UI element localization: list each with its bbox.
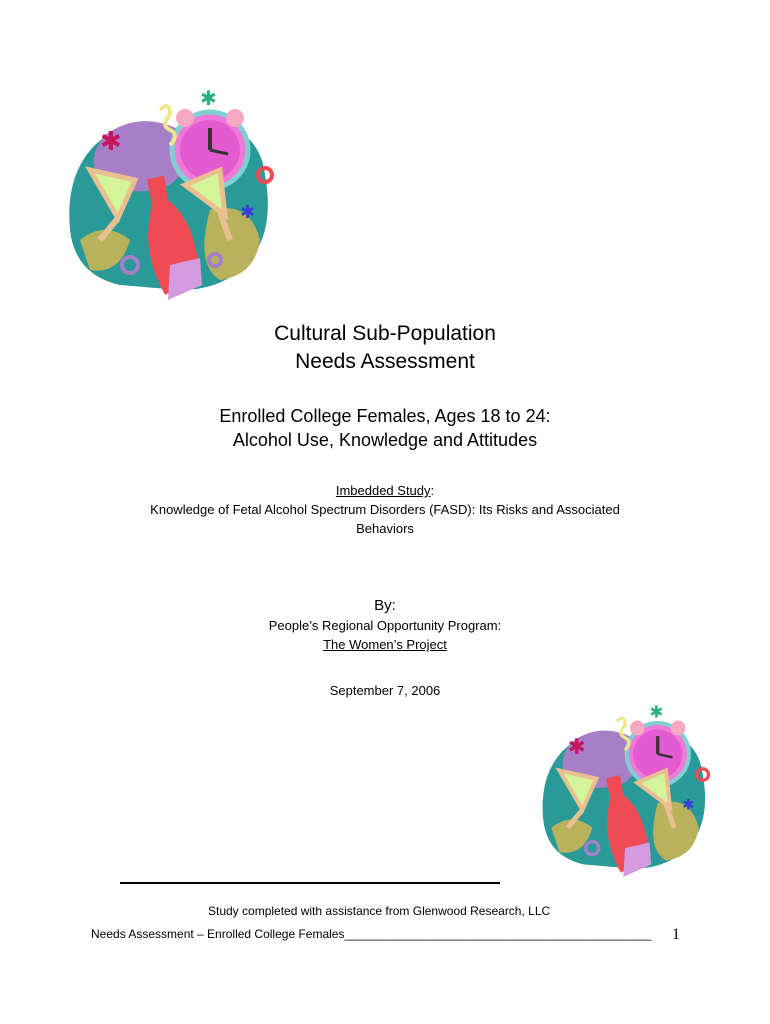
celebration-clipart-large	[60, 90, 280, 310]
celebration-clipart-small	[535, 705, 715, 885]
imbedded-line-1: Knowledge of Fetal Alcohol Spectrum Disorders (FASD): Its Risks and Associated	[150, 502, 620, 517]
imbedded-study-label: Imbedded Study	[335, 483, 431, 498]
svg-text:✱: ✱	[240, 202, 256, 222]
title-line-2: Needs Assessment	[295, 350, 475, 373]
project-name: The Women’s Project	[323, 637, 447, 652]
document-date: September 7, 2006	[329, 683, 441, 698]
svg-text:✱: ✱	[649, 705, 664, 722]
page-number: 1	[672, 926, 680, 943]
imbedded-line-2: Behaviors	[356, 521, 414, 536]
assistance-note: Study completed with assistance from Glenwood Research, LLC	[208, 904, 551, 918]
by-block	[0, 596, 770, 654]
subtitle-line-2: Alcohol Use, Knowledge and Attitudes	[232, 430, 538, 450]
svg-text:✱: ✱	[200, 90, 217, 110]
imbedded-colon: :	[430, 483, 435, 498]
program-name: People’s Regional Opportunity Program:	[268, 618, 502, 633]
svg-text:✱: ✱	[100, 126, 122, 156]
title-line-1: Cultural Sub-Population	[274, 322, 496, 345]
by-label: By:	[374, 597, 396, 614]
subtitle-line-1: Enrolled College Females, Ages 18 to 24:	[219, 406, 551, 426]
document-subtitle	[0, 404, 770, 452]
svg-text:✱: ✱	[567, 735, 586, 760]
svg-text:✱: ✱	[682, 797, 695, 814]
document-title	[0, 320, 770, 376]
signature-rule	[120, 882, 500, 884]
running-header: Needs Assessment – Enrolled College Females______________________________________________	[91, 927, 652, 941]
imbedded-study-block	[0, 481, 770, 538]
